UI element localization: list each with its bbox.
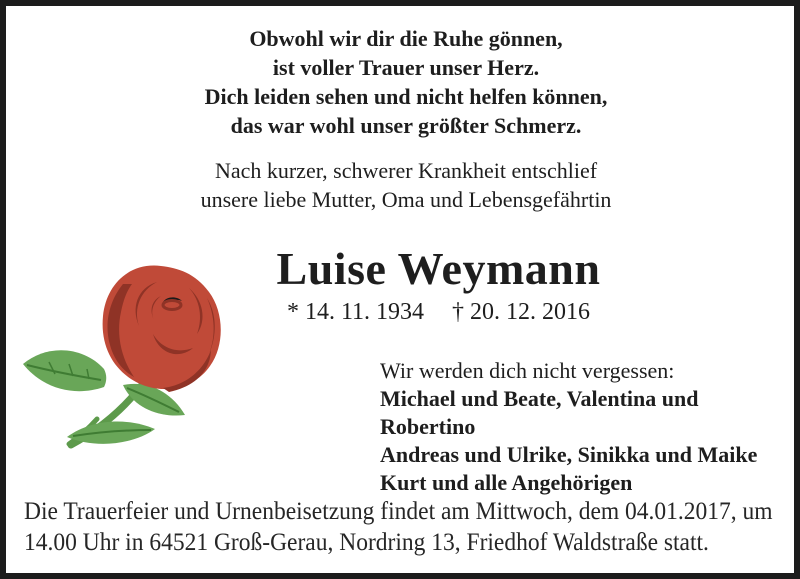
mourners-line: Kurt und alle Angehörigen <box>380 470 633 495</box>
intro-line: unsere liebe Mutter, Oma und Lebensgefährtin <box>200 187 612 212</box>
memorial-verse <box>6 24 800 140</box>
deceased-section <box>71 242 800 326</box>
verse-line: Dich leiden sehen und nicht helfen können, <box>204 84 608 109</box>
death-date <box>452 298 590 326</box>
birth-date-value: 14. 11. 1934 <box>304 299 425 325</box>
death-announcement-text <box>6 156 800 214</box>
mourners-line: Michael und Beate, Valentina und Robertino <box>380 386 699 439</box>
birth-date <box>287 298 424 326</box>
verse-line: Obwohl wir dir die Ruhe gönnen, <box>249 26 563 51</box>
death-date-value: 20. 12. 2016 <box>470 299 591 325</box>
born-star-symbol: * <box>286 299 299 325</box>
farewell-intro: Wir werden dich nicht vergessen: <box>380 358 675 383</box>
funeral-details <box>24 496 773 558</box>
deceased-name: Luise Weymann <box>276 243 601 294</box>
intro-line: Nach kurzer, schwerer Krankheit entschlief <box>214 158 598 183</box>
died-cross-symbol: † <box>452 299 465 325</box>
funeral-line: Die Trauerfeier und Urnenbeisetzung findet am Mittwoch, dem 04.01.2017, um <box>24 498 773 525</box>
verse-line: ist voller Trauer unser Herz. <box>272 55 540 80</box>
mourners-section <box>380 357 794 497</box>
mourners-line: Andreas und Ulrike, Sinikka und Maike <box>380 442 758 467</box>
life-dates <box>71 298 800 326</box>
funeral-line: 14.00 Uhr in 64521 Groß-Gerau, Nordring 13, Friedhof Waldstraße statt. <box>24 529 709 556</box>
verse-line: das war wohl unser größter Schmerz. <box>230 113 582 138</box>
